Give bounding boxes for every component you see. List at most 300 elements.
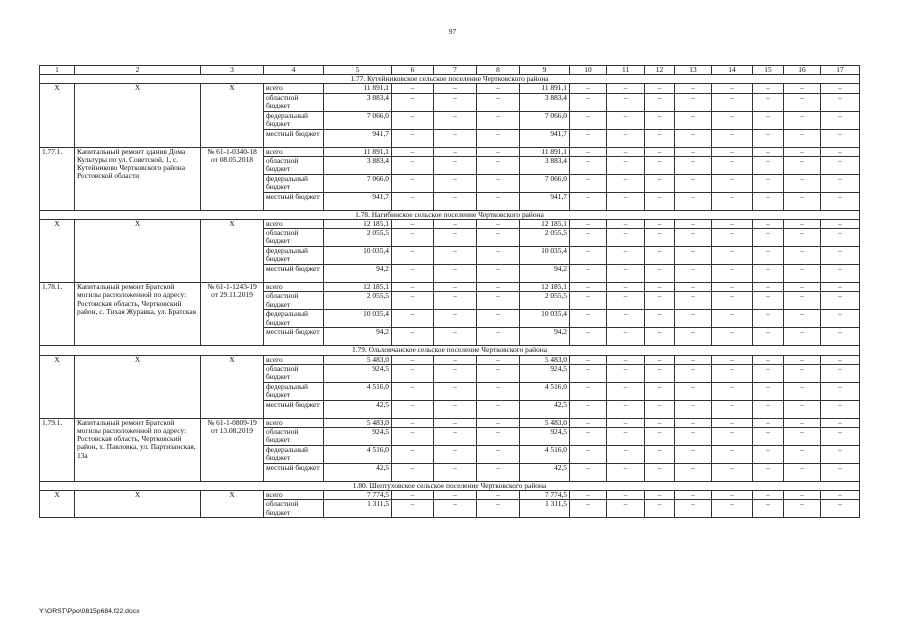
dash-cell: – (645, 464, 675, 482)
dash-cell: – (753, 192, 784, 210)
dash-cell: – (753, 93, 784, 111)
table-row (40, 147, 860, 156)
dash-cell: – (712, 84, 753, 93)
amount-col5: 12 185,1 (324, 283, 392, 292)
dash-cell: – (607, 265, 645, 283)
dash-cell: – (645, 229, 675, 247)
dash-cell: – (712, 355, 753, 364)
footer-file-path: Y:\ORST\Ppo\0815p684.f22.docx (39, 608, 140, 615)
dash-cell: – (821, 400, 860, 418)
dash-cell: – (570, 382, 607, 400)
dash-cell: – (712, 292, 753, 310)
dash-cell: – (821, 84, 860, 93)
dash-cell: – (645, 328, 675, 346)
dash-cell: – (434, 156, 477, 174)
table-body (40, 66, 860, 518)
dash-cell: – (784, 428, 821, 446)
permit-number: № 61-1-0809-19 от 13.08.2019 (201, 418, 264, 481)
dash-cell: – (607, 147, 645, 156)
dash-cell: – (434, 192, 477, 210)
dash-cell: – (570, 156, 607, 174)
dash-cell: – (784, 174, 821, 192)
funding-source: федеральный бюджет (264, 111, 324, 129)
amount-col9: 42,5 (520, 400, 570, 418)
dash-cell: – (784, 500, 821, 518)
row-number: 1.77.1. (40, 147, 75, 210)
dash-cell: – (607, 500, 645, 518)
dash-cell: – (675, 247, 712, 265)
dash-cell: – (821, 446, 860, 464)
dash-cell: – (434, 355, 477, 364)
dash-cell: – (477, 310, 520, 328)
dash-cell: – (821, 247, 860, 265)
section-title: 1.79. Ольховчанское сельское поселение Чертковского района (40, 346, 860, 355)
dash-cell: – (712, 491, 753, 500)
dash-cell: – (675, 129, 712, 147)
dash-cell: – (712, 111, 753, 129)
dash-cell: – (607, 229, 645, 247)
amount-col9: 94,2 (520, 265, 570, 283)
dash-cell: – (753, 283, 784, 292)
section-title: 1.80. Шептуховское сельское поселение Чертковского района (40, 482, 860, 491)
dash-cell: – (477, 220, 520, 229)
dash-cell: – (477, 265, 520, 283)
funding-source: местный бюджет (264, 400, 324, 418)
dash-cell: – (675, 192, 712, 210)
column-number: 17 (821, 66, 860, 75)
column-number: 9 (520, 66, 570, 75)
amount-col5: 11 891,1 (324, 147, 392, 156)
dash-cell: – (675, 500, 712, 518)
dash-cell: – (784, 382, 821, 400)
dash-cell: – (392, 129, 434, 147)
permit-number: X (201, 355, 264, 418)
dash-cell: – (570, 174, 607, 192)
dash-cell: – (434, 147, 477, 156)
dash-cell: – (784, 247, 821, 265)
dash-cell: – (753, 84, 784, 93)
amount-col5: 7 066,0 (324, 174, 392, 192)
dash-cell: – (434, 382, 477, 400)
dash-cell: – (645, 147, 675, 156)
dash-cell: – (712, 174, 753, 192)
dash-cell: – (645, 418, 675, 427)
dash-cell: – (570, 247, 607, 265)
amount-col9: 10 035,4 (520, 247, 570, 265)
dash-cell: – (784, 355, 821, 364)
dash-cell: – (784, 418, 821, 427)
funding-source: областной бюджет (264, 229, 324, 247)
dash-cell: – (645, 192, 675, 210)
column-number: 16 (784, 66, 821, 75)
dash-cell: – (753, 418, 784, 427)
column-number-row (40, 66, 860, 75)
amount-col9: 924,5 (520, 364, 570, 382)
dash-cell: – (434, 265, 477, 283)
amount-col5: 4 516,0 (324, 382, 392, 400)
dash-cell: – (784, 192, 821, 210)
dash-cell: – (477, 283, 520, 292)
dash-cell: – (392, 156, 434, 174)
dash-cell: – (392, 174, 434, 192)
amount-col9: 10 035,4 (520, 310, 570, 328)
dash-cell: – (712, 310, 753, 328)
row-number: X (40, 84, 75, 147)
dash-cell: – (675, 265, 712, 283)
dash-cell: – (675, 418, 712, 427)
amount-col9: 2 055,5 (520, 229, 570, 247)
amount-col9: 4 516,0 (520, 382, 570, 400)
dash-cell: – (753, 156, 784, 174)
row-number: 1.79.1. (40, 418, 75, 481)
dash-cell: – (434, 310, 477, 328)
dash-cell: – (477, 156, 520, 174)
amount-col5: 12 185,1 (324, 220, 392, 229)
dash-cell: – (712, 192, 753, 210)
funding-source: местный бюджет (264, 129, 324, 147)
dash-cell: – (821, 283, 860, 292)
dash-cell: – (753, 428, 784, 446)
table-row (40, 84, 860, 93)
dash-cell: – (434, 292, 477, 310)
dash-cell: – (570, 192, 607, 210)
permit-number: X (201, 220, 264, 283)
column-number: 4 (264, 66, 324, 75)
dash-cell: – (784, 93, 821, 111)
dash-cell: – (607, 129, 645, 147)
dash-cell: – (821, 265, 860, 283)
dash-cell: – (675, 355, 712, 364)
dash-cell: – (570, 111, 607, 129)
dash-cell: – (434, 428, 477, 446)
dash-cell: – (392, 292, 434, 310)
dash-cell: – (753, 400, 784, 418)
dash-cell: – (675, 292, 712, 310)
dash-cell: – (570, 292, 607, 310)
dash-cell: – (675, 229, 712, 247)
funding-source: всего (264, 491, 324, 500)
dash-cell: – (570, 364, 607, 382)
amount-col9: 941,7 (520, 192, 570, 210)
permit-number: № 61-1-0340-18 от 08.05.2018 (201, 147, 264, 210)
dash-cell: – (821, 111, 860, 129)
dash-cell: – (434, 446, 477, 464)
column-number: 10 (570, 66, 607, 75)
amount-col5: 3 883,4 (324, 156, 392, 174)
funding-source: всего (264, 418, 324, 427)
dash-cell: – (753, 364, 784, 382)
table-row (40, 491, 860, 500)
amount-col5: 5 483,0 (324, 355, 392, 364)
funding-source: областной бюджет (264, 156, 324, 174)
dash-cell: – (477, 355, 520, 364)
dash-cell: – (784, 111, 821, 129)
dash-cell: – (784, 464, 821, 482)
dash-cell: – (392, 310, 434, 328)
dash-cell: – (645, 84, 675, 93)
dash-cell: – (645, 174, 675, 192)
funding-source: местный бюджет (264, 192, 324, 210)
dash-cell: – (712, 283, 753, 292)
dash-cell: – (607, 192, 645, 210)
dash-cell: – (675, 156, 712, 174)
dash-cell: – (607, 464, 645, 482)
dash-cell: – (434, 111, 477, 129)
dash-cell: – (392, 283, 434, 292)
dash-cell: – (477, 382, 520, 400)
dash-cell: – (784, 147, 821, 156)
dash-cell: – (821, 364, 860, 382)
dash-cell: – (645, 400, 675, 418)
dash-cell: – (645, 283, 675, 292)
dash-cell: – (784, 283, 821, 292)
dash-cell: – (607, 111, 645, 129)
funding-source: федеральный бюджет (264, 310, 324, 328)
dash-cell: – (392, 328, 434, 346)
dash-cell: – (645, 247, 675, 265)
page-number: 97 (448, 27, 457, 36)
dash-cell: – (753, 446, 784, 464)
dash-cell: – (712, 382, 753, 400)
amount-col5: 4 516,0 (324, 446, 392, 464)
section-title-row (40, 210, 860, 219)
funding-source: областной бюджет (264, 364, 324, 382)
dash-cell: – (477, 129, 520, 147)
dash-cell: – (477, 500, 520, 518)
dash-cell: – (570, 129, 607, 147)
dash-cell: – (477, 364, 520, 382)
dash-cell: – (645, 156, 675, 174)
funding-source: областной бюджет (264, 292, 324, 310)
dash-cell: – (570, 84, 607, 93)
dash-cell: – (712, 364, 753, 382)
column-number: 15 (753, 66, 784, 75)
budget-table (39, 65, 860, 518)
dash-cell: – (477, 84, 520, 93)
dash-cell: – (607, 418, 645, 427)
dash-cell: – (392, 491, 434, 500)
section-title-row (40, 346, 860, 355)
dash-cell: – (645, 500, 675, 518)
amount-col9: 7 066,0 (520, 111, 570, 129)
dash-cell: – (645, 292, 675, 310)
dash-cell: – (675, 328, 712, 346)
dash-cell: – (434, 328, 477, 346)
dash-cell: – (570, 265, 607, 283)
amount-col5: 94,2 (324, 328, 392, 346)
dash-cell: – (821, 328, 860, 346)
amount-col5: 5 483,0 (324, 418, 392, 427)
object-name: X (75, 491, 201, 518)
dash-cell: – (570, 491, 607, 500)
dash-cell: – (434, 400, 477, 418)
dash-cell: – (434, 491, 477, 500)
dash-cell: – (821, 310, 860, 328)
dash-cell: – (753, 491, 784, 500)
dash-cell: – (645, 220, 675, 229)
dash-cell: – (434, 93, 477, 111)
dash-cell: – (784, 265, 821, 283)
dash-cell: – (607, 283, 645, 292)
dash-cell: – (712, 265, 753, 283)
dash-cell: – (712, 500, 753, 518)
dash-cell: – (607, 84, 645, 93)
dash-cell: – (821, 229, 860, 247)
dash-cell: – (477, 247, 520, 265)
dash-cell: – (392, 364, 434, 382)
dash-cell: – (675, 428, 712, 446)
dash-cell: – (784, 84, 821, 93)
dash-cell: – (434, 500, 477, 518)
dash-cell: – (434, 220, 477, 229)
dash-cell: – (607, 156, 645, 174)
amount-col9: 924,5 (520, 428, 570, 446)
dash-cell: – (392, 428, 434, 446)
funding-source: областной бюджет (264, 93, 324, 111)
dash-cell: – (821, 220, 860, 229)
dash-cell: – (821, 355, 860, 364)
dash-cell: – (645, 310, 675, 328)
dash-cell: – (570, 428, 607, 446)
dash-cell: – (570, 147, 607, 156)
permit-number: X (201, 491, 264, 518)
dash-cell: – (784, 129, 821, 147)
dash-cell: – (607, 400, 645, 418)
amount-col9: 12 185,1 (520, 220, 570, 229)
dash-cell: – (712, 400, 753, 418)
funding-source: федеральный бюджет (264, 174, 324, 192)
amount-col5: 3 883,4 (324, 93, 392, 111)
amount-col5: 94,2 (324, 265, 392, 283)
dash-cell: – (477, 464, 520, 482)
object-name: X (75, 84, 201, 147)
amount-col9: 2 055,5 (520, 292, 570, 310)
dash-cell: – (607, 382, 645, 400)
dash-cell: – (477, 400, 520, 418)
row-number: 1.78.1. (40, 283, 75, 346)
amount-col5: 1 311,5 (324, 500, 392, 518)
amount-col5: 10 035,4 (324, 247, 392, 265)
amount-col5: 941,7 (324, 192, 392, 210)
dash-cell: – (821, 428, 860, 446)
amount-col9: 11 891,1 (520, 147, 570, 156)
amount-col5: 7 066,0 (324, 111, 392, 129)
dash-cell: – (821, 382, 860, 400)
dash-cell: – (607, 292, 645, 310)
column-number: 8 (477, 66, 520, 75)
dash-cell: – (821, 418, 860, 427)
amount-col9: 5 483,0 (520, 418, 570, 427)
dash-cell: – (753, 328, 784, 346)
dash-cell: – (607, 220, 645, 229)
dash-cell: – (645, 129, 675, 147)
amount-col9: 7 774,5 (520, 491, 570, 500)
dash-cell: – (477, 446, 520, 464)
dash-cell: – (434, 364, 477, 382)
dash-cell: – (753, 292, 784, 310)
amount-col5: 42,5 (324, 464, 392, 482)
dash-cell: – (753, 229, 784, 247)
dash-cell: – (753, 382, 784, 400)
dash-cell: – (645, 491, 675, 500)
funding-source: областной бюджет (264, 428, 324, 446)
row-number: X (40, 220, 75, 283)
dash-cell: – (607, 328, 645, 346)
amount-col9: 11 891,1 (520, 84, 570, 93)
dash-cell: – (753, 355, 784, 364)
dash-cell: – (675, 464, 712, 482)
dash-cell: – (434, 418, 477, 427)
dash-cell: – (570, 310, 607, 328)
dash-cell: – (784, 491, 821, 500)
dash-cell: – (392, 464, 434, 482)
dash-cell: – (712, 418, 753, 427)
funding-source: федеральный бюджет (264, 446, 324, 464)
dash-cell: – (477, 111, 520, 129)
dash-cell: – (645, 382, 675, 400)
dash-cell: – (434, 283, 477, 292)
dash-cell: – (784, 446, 821, 464)
dash-cell: – (675, 283, 712, 292)
dash-cell: – (477, 192, 520, 210)
dash-cell: – (570, 93, 607, 111)
amount-col9: 941,7 (520, 129, 570, 147)
dash-cell: – (570, 220, 607, 229)
dash-cell: – (607, 310, 645, 328)
dash-cell: – (570, 464, 607, 482)
amount-col9: 3 883,4 (520, 156, 570, 174)
dash-cell: – (712, 229, 753, 247)
amount-col5: 2 055,5 (324, 292, 392, 310)
amount-col5: 2 055,5 (324, 229, 392, 247)
funding-source: всего (264, 147, 324, 156)
dash-cell: – (570, 328, 607, 346)
dash-cell: – (675, 382, 712, 400)
dash-cell: – (392, 400, 434, 418)
section-title: 1.77. Кутейниковское сельское поселение Чертковского района (40, 75, 860, 84)
dash-cell: – (712, 93, 753, 111)
dash-cell: – (753, 220, 784, 229)
amount-col5: 10 035,4 (324, 310, 392, 328)
funding-source: областной бюджет (264, 500, 324, 518)
dash-cell: – (392, 265, 434, 283)
dash-cell: – (712, 428, 753, 446)
column-number: 5 (324, 66, 392, 75)
amount-col9: 7 066,0 (520, 174, 570, 192)
dash-cell: – (753, 265, 784, 283)
amount-col9: 4 516,0 (520, 446, 570, 464)
dash-cell: – (392, 500, 434, 518)
dash-cell: – (645, 265, 675, 283)
table-row (40, 355, 860, 364)
dash-cell: – (821, 464, 860, 482)
dash-cell: – (570, 355, 607, 364)
dash-cell: – (607, 93, 645, 111)
dash-cell: – (477, 418, 520, 427)
dash-cell: – (675, 491, 712, 500)
dash-cell: – (477, 174, 520, 192)
section-title-row (40, 75, 860, 84)
dash-cell: – (434, 464, 477, 482)
dash-cell: – (821, 147, 860, 156)
dash-cell: – (821, 93, 860, 111)
dash-cell: – (392, 418, 434, 427)
dash-cell: – (607, 174, 645, 192)
funding-source: всего (264, 283, 324, 292)
section-title: 1.78. Нагибинское сельское поселение Чертковского района (40, 210, 860, 219)
dash-cell: – (392, 229, 434, 247)
funding-source: местный бюджет (264, 464, 324, 482)
